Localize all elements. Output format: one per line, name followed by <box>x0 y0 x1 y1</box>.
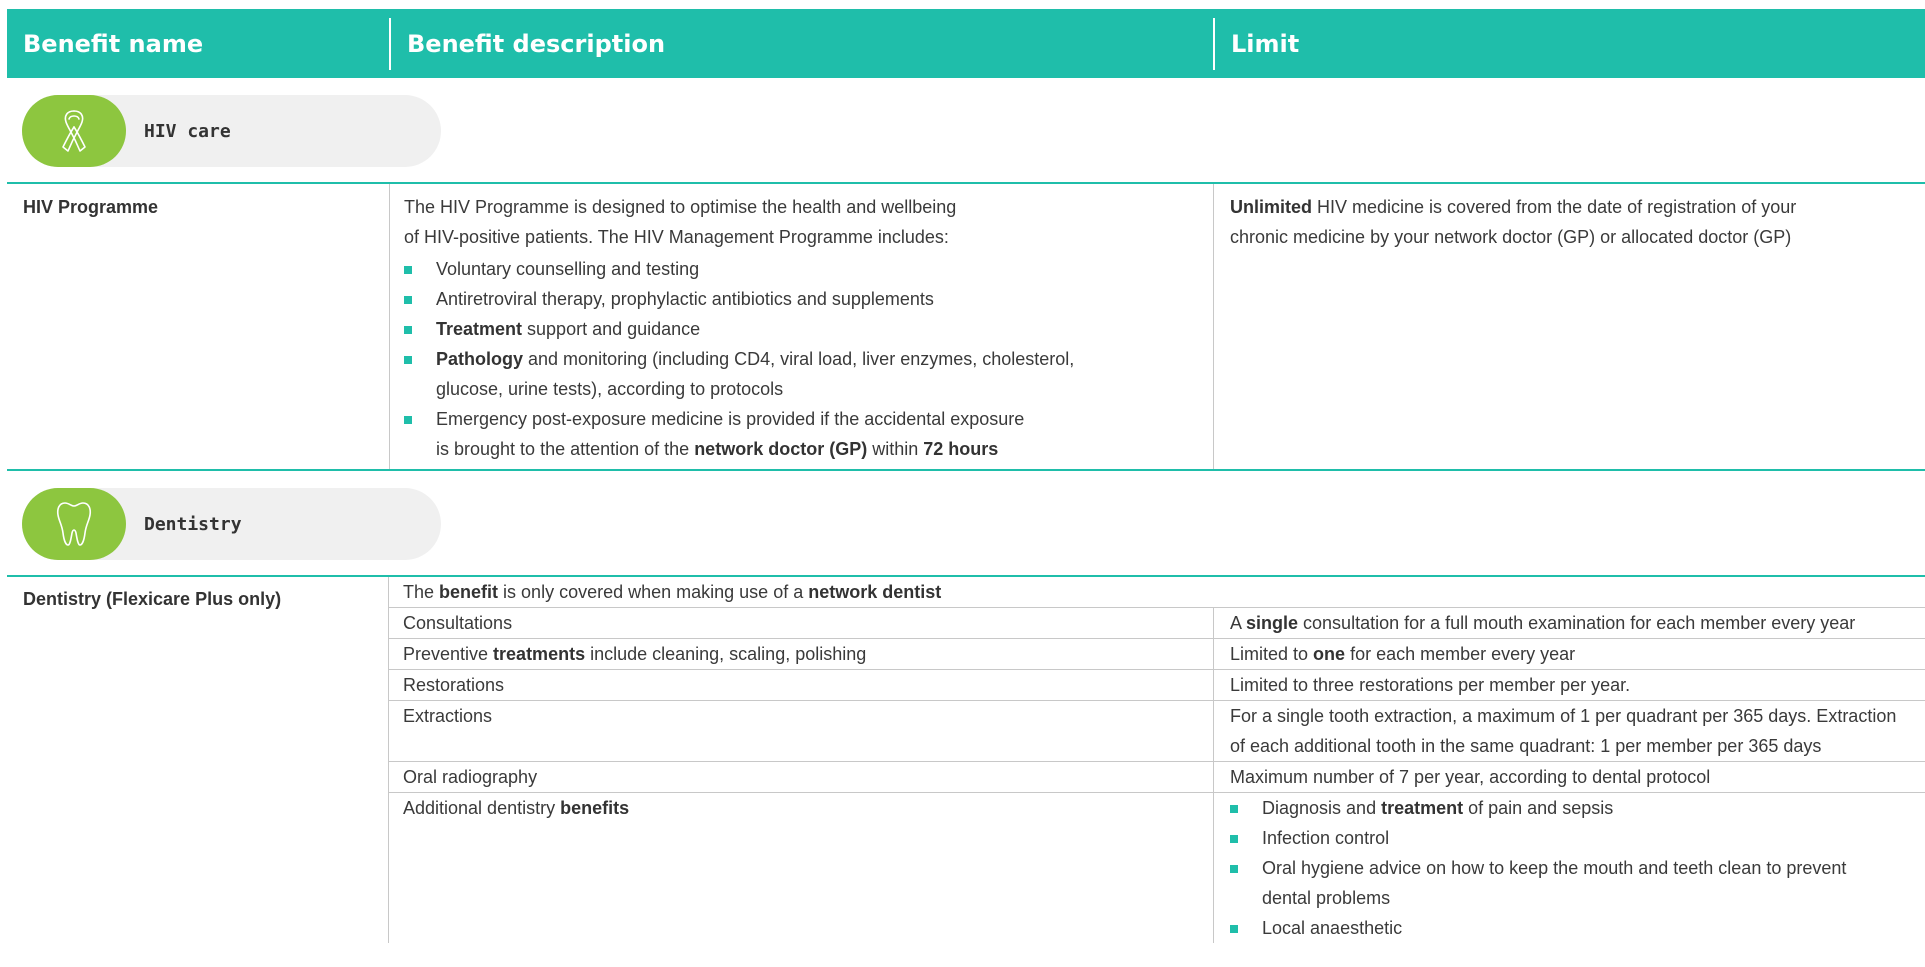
desc-text: include cleaning, scaling, polishing <box>585 644 867 664</box>
bullet-bold: treatment <box>1381 798 1464 818</box>
table-row-dentistry <box>7 575 1925 943</box>
row-limit <box>1213 793 1925 943</box>
bullet-text: support and guidance <box>522 319 701 339</box>
section-title-hiv: HIV care <box>144 120 231 142</box>
row-limit: Maximum number of 7 per year, according to dental protocol <box>1213 762 1925 792</box>
section-pill <box>22 95 441 167</box>
section-pill <box>22 488 441 560</box>
table-header <box>7 9 1925 78</box>
row-description: Extractions <box>403 706 493 726</box>
bullet-text: Oral hygiene advice on how to keep the mouth and teeth clean to prevent <box>1262 858 1847 878</box>
row-limit: Limited to three restorations per member per year. <box>1213 670 1925 700</box>
bullet-text: glucose, urine tests), according to protocols <box>436 379 784 399</box>
intro-text: The <box>403 582 440 602</box>
section-hiv-care <box>7 78 1925 182</box>
list-item <box>1230 853 1925 913</box>
bullet-bold: Treatment <box>436 319 523 339</box>
table-row <box>389 701 1925 762</box>
list-item <box>404 404 1213 464</box>
header-benefit-description: Benefit description <box>389 18 1213 70</box>
limit-text: A <box>1230 613 1247 633</box>
row-limit <box>1213 639 1925 669</box>
desc-text: Additional dentistry <box>403 798 561 818</box>
limit-hiv <box>1213 184 1925 469</box>
limit-text: Limited to <box>1230 644 1314 664</box>
table-row <box>389 762 1925 793</box>
bullet-text: Emergency post-exposure medicine is provided if the accidental exposure <box>436 409 1025 429</box>
desc-text: Preventive <box>403 644 494 664</box>
limit-text: For a single tooth extraction, a maximum of 1 per quadrant per 365 days. Extraction <box>1230 706 1897 726</box>
limit-text: of each additional tooth in the same quadrant: 1 per member per 365 days <box>1230 736 1822 756</box>
row-description: Oral radiography <box>403 767 538 787</box>
hiv-intro-line-1: The HIV Programme is designed to optimise the health and wellbeing <box>404 197 957 217</box>
bullet-bold: 72 hours <box>923 439 999 459</box>
bullet-bold: Pathology <box>436 349 524 369</box>
limit-bold: single <box>1246 613 1299 633</box>
intro-bold: benefit <box>439 582 499 602</box>
intro-text: is only covered when making use of a <box>498 582 809 602</box>
list-item <box>404 344 1213 404</box>
limit-bold: Unlimited <box>1230 197 1313 217</box>
bullet-text: dental problems <box>1262 888 1391 908</box>
row-limit <box>1213 701 1925 761</box>
bullet-text: and monitoring (including CD4, viral load, liver enzymes, cholesterol, <box>523 349 1075 369</box>
row-description <box>389 639 1213 669</box>
table-row <box>389 670 1925 701</box>
benefit-name-hiv: HIV Programme <box>23 197 159 217</box>
table-row <box>389 793 1925 943</box>
desc-bold: benefits <box>560 798 630 818</box>
benefits-table <box>7 9 1925 943</box>
list-item <box>1230 823 1925 853</box>
desc-bold: treatments <box>493 644 586 664</box>
intro-bold: network dentist <box>808 582 942 602</box>
list-item <box>1230 913 1925 943</box>
benefit-name-dentistry: Dentistry (Flexicare Plus only) <box>23 589 282 609</box>
hiv-bullet-list <box>404 254 1213 464</box>
limit-text: HIV medicine is covered from the date of registration of your <box>1312 197 1797 217</box>
table-row <box>389 577 1925 608</box>
header-benefit-name: Benefit name <box>23 29 204 58</box>
header-limit: Limit <box>1213 18 1925 70</box>
limit-text: consultation for a full mouth examination for each member every year <box>1298 613 1856 633</box>
bullet-text: Antiretroviral therapy, prophylactic antibiotics and supplements <box>436 289 934 309</box>
tooth-icon <box>22 488 126 560</box>
table-row-hiv-programme <box>7 182 1925 471</box>
row-description: Consultations <box>403 613 513 633</box>
bullet-text: Diagnosis and <box>1262 798 1382 818</box>
section-title-dentistry: Dentistry <box>144 513 242 535</box>
ribbon-icon <box>22 95 126 167</box>
limit-bold: one <box>1313 644 1346 664</box>
list-item <box>404 254 1213 284</box>
bullet-text: of pain and sepsis <box>1463 798 1614 818</box>
bullet-text: Voluntary counselling and testing <box>436 259 700 279</box>
benefit-description-hiv <box>389 184 1213 469</box>
additional-benefits-list <box>1230 793 1925 943</box>
bullet-bold: network doctor (GP) <box>694 439 868 459</box>
bullet-text: Local anaesthetic <box>1262 918 1403 938</box>
bullet-text: within <box>867 439 924 459</box>
dentistry-intro <box>389 577 1925 607</box>
section-dentistry <box>7 471 1925 575</box>
limit-text: for each member every year <box>1345 644 1576 664</box>
list-item <box>404 284 1213 314</box>
row-description <box>389 793 1213 943</box>
bullet-text: Infection control <box>1262 828 1390 848</box>
table-row <box>389 639 1925 670</box>
bullet-text: is brought to the attention of the <box>436 439 695 459</box>
list-item <box>1230 793 1925 823</box>
list-item <box>404 314 1213 344</box>
table-row <box>389 608 1925 639</box>
row-limit <box>1213 608 1925 638</box>
dentistry-details <box>388 577 1925 943</box>
row-description: Restorations <box>403 675 505 695</box>
hiv-intro-line-2: of HIV-positive patients. The HIV Management Programme includes: <box>404 227 949 247</box>
limit-text: chronic medicine by your network doctor (GP) or allocated doctor (GP) <box>1230 227 1792 247</box>
